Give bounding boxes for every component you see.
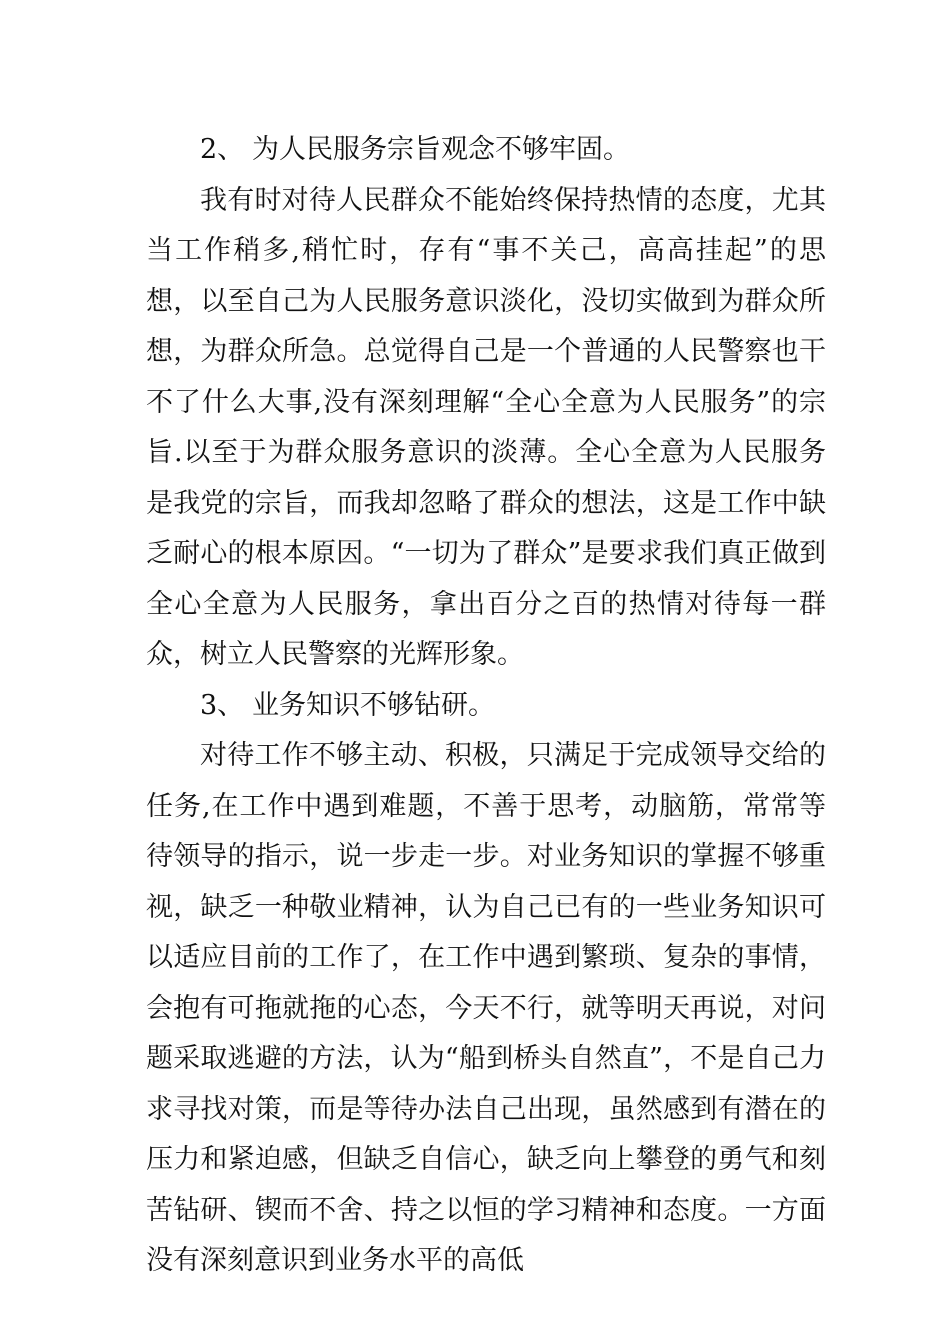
document-body bbox=[146, 125, 826, 1287]
section-heading-3 bbox=[146, 681, 826, 732]
section-paragraph-3: 对待工作不够主动、积极，只满足于完成领导交给的任务,在工作中遇到难题，不善于思考，动脑筋，常常等待领导的指示，说一步走一步。对业务知识的掌握不够重视，缺乏一种敬业精神，认为自己已有的一些业务知识可以适应目前的工作了，在工作中遇到繁琐、复杂的事情，会抱有可拖就拖的心态，今天不行，就等明天再说，对问题采取逃避的方法，认为“船到桥头自然直”，不是自己力求寻找对策，而是等待办法自己出现，虽然感到有潜在的压力和紧迫感，但缺乏自信心，缺乏向上攀登的勇气和刻苦钻研、锲而不舍、持之以恒的学习精神和态度。一方面没有深刻意识到业务水平的高低 bbox=[146, 740, 826, 1276]
section-title: 为人民服务宗旨观念不够牢固。 bbox=[252, 134, 630, 165]
section-title: 业务知识不够钻研。 bbox=[252, 689, 495, 721]
section-heading-2 bbox=[146, 125, 826, 176]
section-number: 2、 bbox=[200, 134, 245, 165]
section-number: 3、 bbox=[200, 689, 245, 721]
section-paragraph-2: 我有时对待人民群众不能始终保持热情的态度，尤其当工作稍多,稍忙时，存有“事不关己，高高挂起”的思想，以至自己为人民服务意识淡化，没切实做到为群众所想，为群众所急。总觉得自己是一个普通的人民警察也干不了什么大事,没有深刻理解“全心全意为人民服务”的宗旨.以至于为群众服务意识的淡薄。全心全意为人民服务是我党的宗旨，而我却忽略了群众的想法，这是工作中缺乏耐心的根本原因。“一切为了群众”是要求我们真正做到全心全意为人民服务，拿出百分之百的热情对待每一群众，树立人民警察的光辉形象。 bbox=[146, 184, 826, 670]
